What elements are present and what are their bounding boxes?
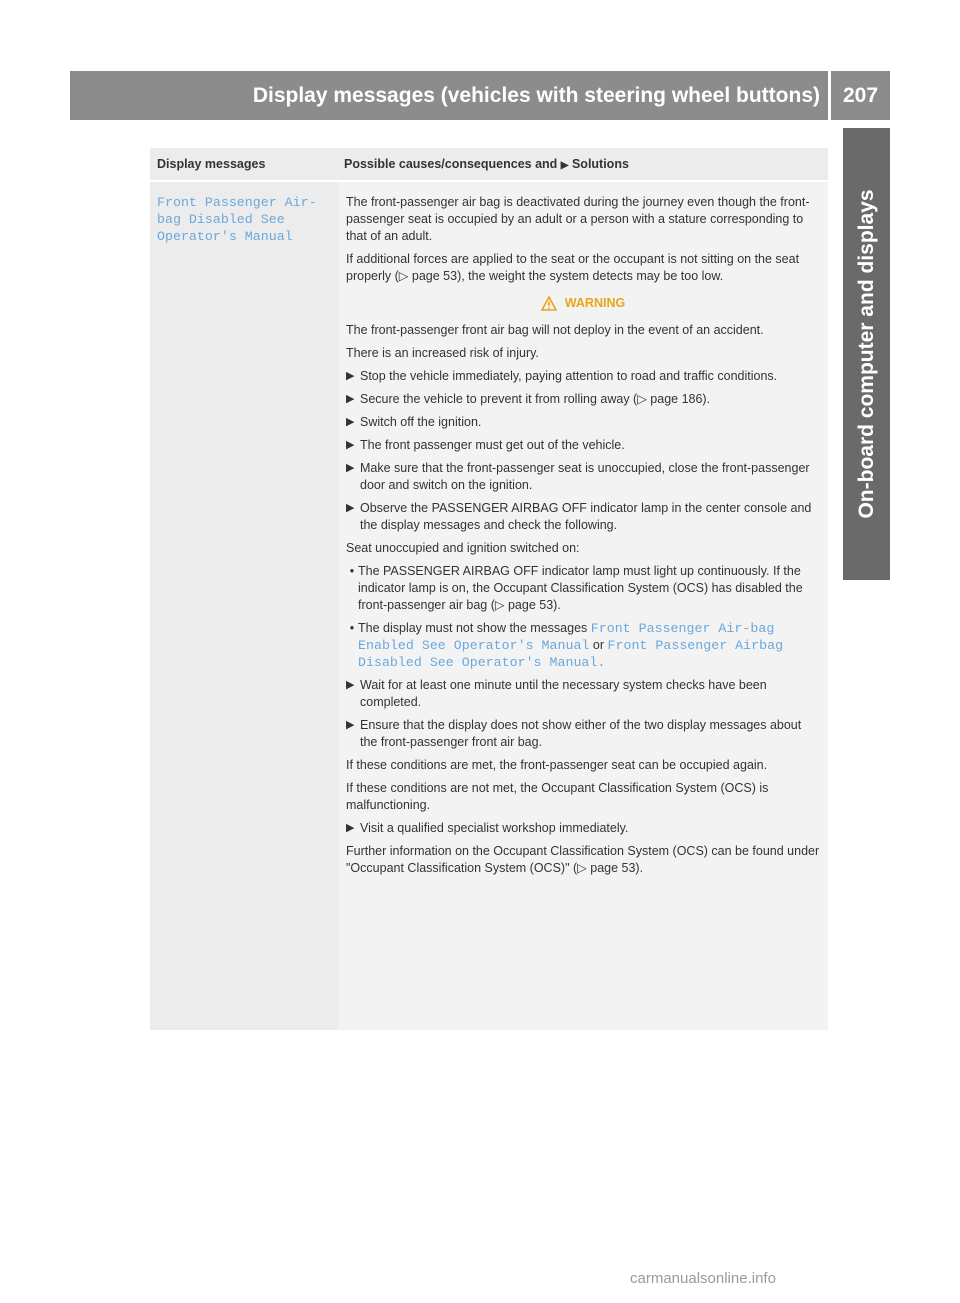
paragraph: The front-passenger air bag is deactivated during the journey even though the front-passenger seat is occupied by an adult or a person with a stature corresponding to that of an adult. <box>346 195 810 243</box>
step-text: Wait for at least one minute until the necessary system checks have been completed. <box>360 678 767 709</box>
paragraph: Further information on the Occupant Classification System (OCS) can be found under "Occupant Classification System (OCS)" (▷ page 53). <box>346 844 820 875</box>
step-text: Secure the vehicle to prevent it from rolling away (▷ page 186). <box>360 392 711 406</box>
step-text: Visit a qualified specialist workshop immediately. <box>360 821 629 835</box>
paragraph: If additional forces are applied to the seat or the occupant is not sitting on the seat properly (▷ page 53), the weight the system detects may be too low. <box>346 252 800 283</box>
step-text: Stop the vehicle immediately, paying attention to road and traffic conditions. <box>360 369 778 383</box>
step-text: Observe the PASSENGER AIRBAG OFF indicator lamp in the center console and the display messages and check the following. <box>360 501 812 532</box>
arrow-icon: ▶ <box>346 502 355 514</box>
step-text: Make sure that the front-passenger seat is unoccupied, close the front-passenger door and switch on the ignition. <box>360 461 810 492</box>
display-message-ref: Front Passenger Air-bag Enabled See Operator's Manual <box>358 621 775 653</box>
arrow-icon: ▶ <box>346 370 355 382</box>
step-text: Ensure that the display does not show either of the two display messages about the front-passenger front air bag. <box>360 718 802 749</box>
arrow-icon: ▶ <box>346 393 355 405</box>
step-item <box>346 437 820 454</box>
solution-cell <box>338 182 828 1030</box>
bullet-text-part: The display must not show the messages <box>358 621 588 635</box>
side-tab-label: On-board computer and displays <box>854 189 878 519</box>
paragraph: Seat unoccupied and ignition switched on: <box>346 541 580 555</box>
paragraph: If these conditions are not met, the Occupant Classification System (OCS) is malfunctioning. <box>346 781 769 812</box>
paragraph: If these conditions are met, the front-passenger seat can be occupied again. <box>346 758 768 772</box>
step-item <box>346 391 820 408</box>
warning-text: The front-passenger front air bag will not deploy in the event of an accident. <box>346 323 764 337</box>
step-item <box>346 677 820 711</box>
step-item <box>346 717 820 751</box>
section-side-tab <box>843 128 890 580</box>
messages-table <box>150 148 828 1030</box>
bullet-text <box>358 620 820 671</box>
bullet-icon: • <box>349 621 355 635</box>
arrow-icon: ▶ <box>346 416 355 428</box>
display-message: Front Passenger Air-bag Disabled See Operator's Manual <box>157 195 317 244</box>
col-header-causes <box>338 157 629 171</box>
bullet-text-part: or <box>592 638 605 652</box>
table-row <box>150 180 828 1030</box>
arrow-icon: ▶ <box>346 822 355 834</box>
step-item <box>346 414 820 431</box>
page-number: 207 <box>831 71 890 120</box>
arrow-icon: ▶ <box>346 719 355 731</box>
watermark: carmanualsonline.info <box>630 1270 776 1287</box>
bullet-icon: • <box>349 564 355 578</box>
arrow-icon: ▶ <box>346 439 355 451</box>
message-cell <box>150 182 338 1030</box>
page-header <box>70 71 890 120</box>
arrow-icon: ▶ <box>346 462 355 474</box>
arrow-icon: ▶ <box>560 160 569 171</box>
step-text: The front passenger must get out of the vehicle. <box>360 438 625 452</box>
col-header-causes-text: Possible causes/consequences and <box>344 157 558 171</box>
warning-heading <box>346 295 820 312</box>
col-header-display-messages: Display messages <box>157 157 266 171</box>
step-item <box>346 820 820 837</box>
warning-triangle-icon <box>541 296 557 311</box>
header-title: Display messages (vehicles with steering wheel buttons) <box>70 71 828 120</box>
step-item <box>346 460 820 494</box>
step-item <box>346 368 820 385</box>
step-item <box>346 500 820 534</box>
display-message-ref: Front Passenger Airbag Disabled See Operator's Manual <box>358 638 784 670</box>
arrow-icon: ▶ <box>346 679 355 691</box>
warning-text: There is an increased risk of injury. <box>346 346 539 360</box>
col-header-solutions-text: Solutions <box>571 157 629 171</box>
bullet-text: The PASSENGER AIRBAG OFF indicator lamp must light up continuously. If the indicator lamp is on, the Occupant Classification System (OCS) has disabled the front-passenger air bag (▷ page 53). <box>358 564 803 612</box>
bullet-item <box>346 563 820 614</box>
step-text: Switch off the ignition. <box>360 415 482 429</box>
bullet-item <box>346 620 820 671</box>
table-header <box>150 148 828 180</box>
warning-label: WARNING <box>564 296 626 310</box>
bullet-text-part: . <box>597 655 606 670</box>
